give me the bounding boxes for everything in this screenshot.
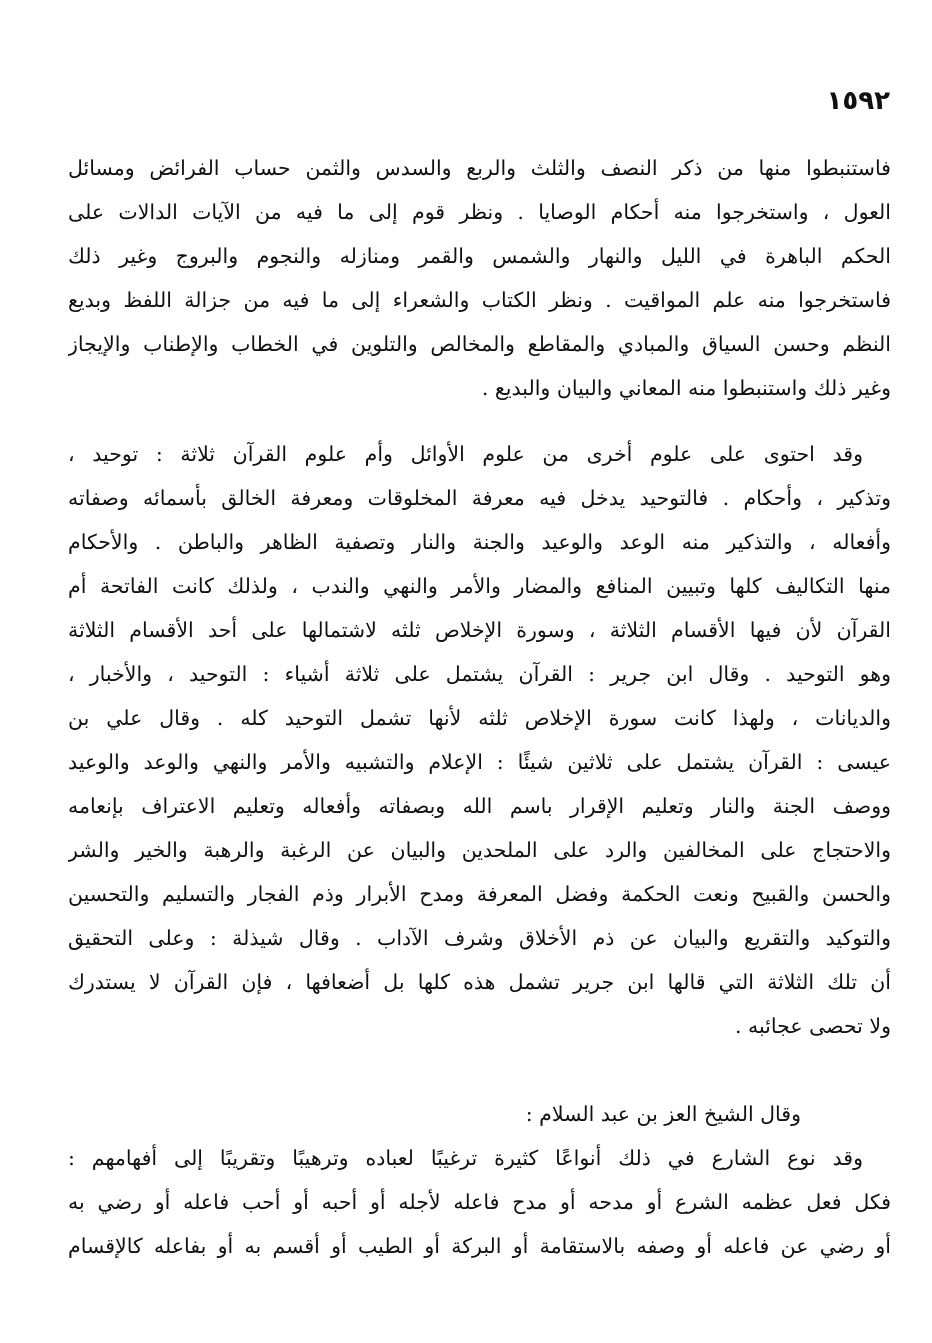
paragraph-4 — [68, 1136, 891, 1268]
text-line: النظم وحسن السياق والمبادي والمقاطع والمخالص والتلوين في الخطاب والإطناب والإيجاز — [68, 332, 891, 356]
text-line: منها التكاليف كلها وتبيين المنافع والمضار والأمر والنهي والندب ، ولذلك كانت الفاتحة أم — [68, 574, 891, 598]
text-line: وأفعاله ، والتذكير منه الوعد والوعيد والجنة والنار وتصفية الظاهر والباطن . والأحكام — [68, 530, 891, 554]
text-line: وقد احتوى على علوم أخرى من علوم الأوائل وأم علوم القرآن ثلاثة : توحيد ، — [68, 442, 863, 466]
text-line: وتذكير ، وأحكام . فالتوحيد يدخل فيه معرفة المخلوقات ومعرفة الخالق بأسمائه وصفاته — [68, 486, 891, 510]
text-line: والاحتجاج على المخالفين والرد على الملحدين والبيان عن الرغبة والرهبة والخير والشر — [68, 838, 891, 862]
text-line: فكل فعل عظمه الشرع أو مدحه أو مدح فاعله لأجله أو أحبه أو أحب فاعله أو رضي به — [68, 1190, 891, 1214]
paragraph-3 — [68, 1092, 891, 1136]
text-line: فاستنبطوا منها من ذكر النصف والثلث والربع والسدس والثمن حساب الفرائض ومسائل — [68, 156, 891, 180]
text-line: وقد نوع الشارع في ذلك أنواعًا كثيرة ترغيبًا لعباده وترهيبًا وتقريبًا إلى أفهامهم : — [68, 1146, 863, 1170]
text-line: القرآن لأن فيها الأقسام الثلاثة ، وسورة الإخلاص ثلثه لاشتمالها على أحد الأقسام الثلاثة — [68, 618, 891, 642]
text-line: وقال الشيخ العز بن عبد السلام : — [525, 1102, 801, 1126]
text-line: والحسن والقبيح ونعت الحكمة وفضل المعرفة ومدح الأبرار وذم الفجار والتسليم والتحسين — [68, 882, 891, 906]
text-line: وغير ذلك واستنبطوا منه المعاني والبيان والبديع . — [481, 376, 891, 400]
text-line: أن تلك الثلاثة التي قالها ابن جرير تشمل هذه كلها بل أضعافها ، فإن القرآن لا يستدرك — [68, 970, 891, 994]
text-line: وهو التوحيد . وقال ابن جرير : القرآن يشتمل على ثلاثة أشياء : التوحيد ، والأخبار ، — [68, 662, 891, 686]
text-line: والتوكيد والتقريع والبيان عن ذم الأخلاق وشرف الآداب . وقال شيذلة : وعلى التحقيق — [68, 926, 891, 950]
text-line: ولا تحصى عجائبه . — [734, 1014, 891, 1038]
text-line: عيسى : القرآن يشتمل على ثلاثين شيئًا : الإعلام والتشبيه والأمر والنهي والوعد والوعيد — [68, 750, 891, 774]
text-line: ووصف الجنة والنار وتعليم الإقرار باسم الله وبصفاته وأفعاله وتعليم الاعتراف بإنعامه — [68, 794, 891, 818]
paragraph-1 — [68, 146, 891, 410]
text-line: والديانات ، ولهذا كانت سورة الإخلاص ثلثه لأنها تشمل التوحيد كله . وقال علي بن — [68, 706, 891, 730]
paragraph-2 — [68, 432, 891, 1048]
text-line: أو رضي عن فاعله أو وصفه بالاستقامة أو البركة أو الطيب أو أقسم به أو بفاعله كالإقسام — [68, 1234, 891, 1258]
page-number: ١٥٩٢ — [826, 86, 890, 116]
text-line: فاستخرجوا منه علم المواقيت . ونظر الكتاب والشعراء إلى ما فيه من جزالة اللفظ وبديع — [68, 288, 891, 312]
text-line: العول ، واستخرجوا منه أحكام الوصايا . ونظر قوم إلى ما فيه من الآيات الدالات على — [68, 200, 891, 224]
text-line: الحكم الباهرة في الليل والنهار والشمس والقمر ومنازله والنجوم والبروج وغير ذلك — [68, 244, 891, 268]
